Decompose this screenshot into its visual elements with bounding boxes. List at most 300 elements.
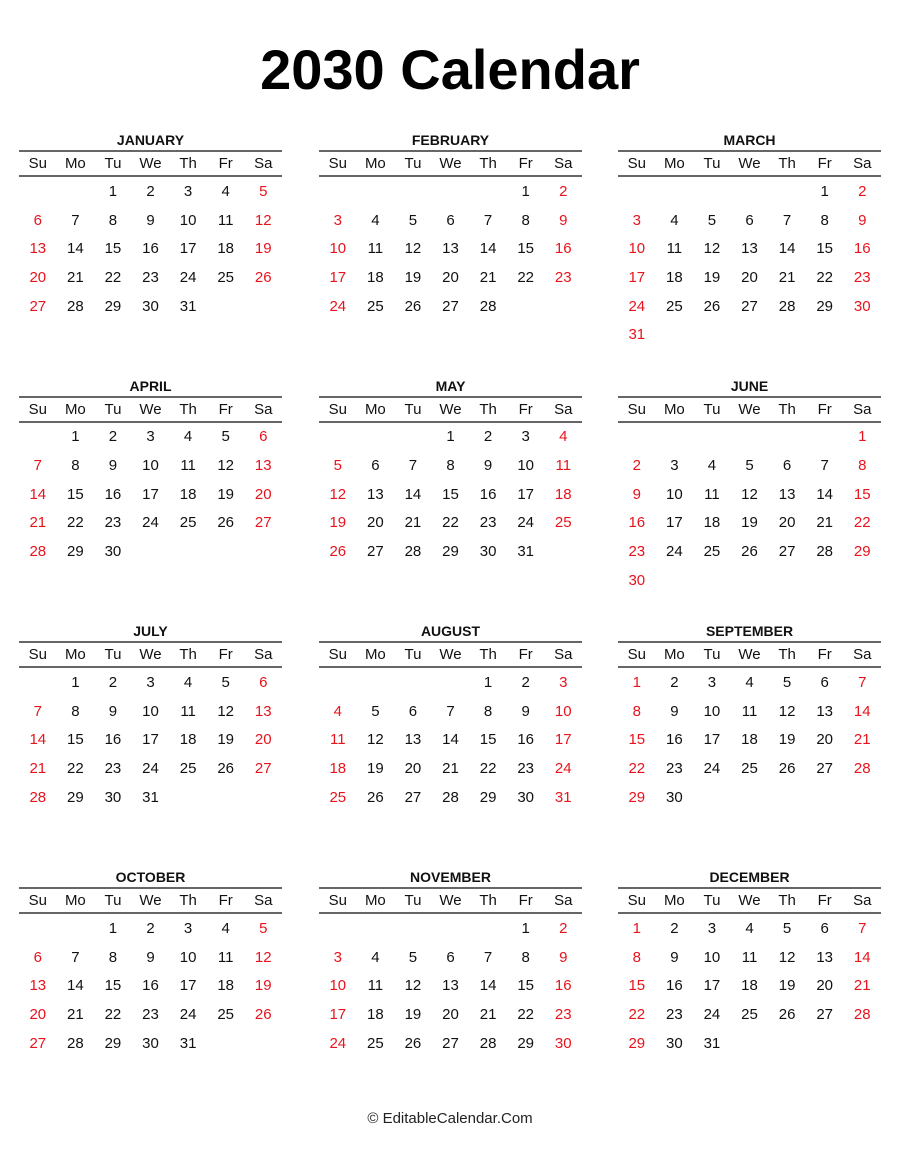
weekday-header: Th — [179, 155, 197, 172]
weekday-header-row — [19, 887, 282, 914]
day-cell: 29 — [67, 543, 84, 561]
day-cell: 1 — [71, 428, 80, 446]
day-cell: 24 — [628, 297, 646, 315]
day-cell: 4 — [670, 211, 679, 229]
weekday-header: Sa — [554, 155, 573, 172]
day-cell: 9 — [146, 948, 155, 966]
day-cell: 15 — [479, 731, 497, 749]
copyright-footer: © EditableCalendar.Com — [367, 1110, 533, 1127]
day-cell: 7 — [782, 211, 792, 229]
weekday-header: Mo — [663, 155, 685, 172]
month-name: OCTOBER — [115, 869, 186, 885]
month-name: NOVEMBER — [410, 869, 491, 885]
weekday-header: We — [139, 892, 162, 909]
day-cell: 4 — [221, 919, 230, 937]
week-row — [19, 234, 282, 263]
week-row — [618, 697, 881, 726]
week-row — [19, 1057, 282, 1086]
day-cell: 16 — [554, 977, 572, 995]
day-cell: 2 — [670, 673, 679, 691]
day-cell: 4 — [183, 673, 193, 691]
day-cell: 16 — [142, 977, 159, 995]
week-row — [19, 537, 282, 566]
week-row — [19, 263, 282, 292]
weekday-header-row — [319, 150, 582, 177]
day-cell: 5 — [333, 457, 342, 475]
week-row — [19, 292, 282, 321]
weekday-header: Fr — [218, 155, 233, 172]
day-cell: 21 — [29, 514, 47, 532]
day-cell: 14 — [404, 485, 422, 503]
weekday-header: Mo — [64, 646, 86, 663]
day-cell: 9 — [146, 211, 155, 229]
day-cell: 2 — [108, 428, 118, 446]
day-cell: 31 — [517, 543, 535, 561]
day-cell: 22 — [853, 514, 871, 532]
day-cell: 4 — [371, 211, 380, 229]
day-cell: 23 — [104, 759, 122, 777]
weekday-header: Sa — [254, 155, 273, 172]
day-cell: 2 — [670, 919, 679, 937]
day-cell: 7 — [483, 948, 493, 966]
day-cell: 16 — [104, 485, 122, 503]
day-cell: 26 — [404, 1034, 422, 1052]
day-cell: 25 — [217, 1005, 235, 1023]
day-cell: 20 — [816, 977, 834, 995]
day-cell: 11 — [555, 457, 572, 475]
week-row — [19, 971, 282, 1000]
day-cell: 7 — [446, 702, 455, 720]
day-cell: 1 — [632, 673, 641, 691]
day-cell: 8 — [521, 211, 530, 229]
day-cell: 29 — [67, 788, 84, 806]
day-cell: 27 — [816, 1005, 834, 1023]
day-cell: 25 — [329, 788, 347, 806]
day-cell: 10 — [179, 211, 197, 229]
day-cell: 26 — [254, 1005, 272, 1023]
day-cell: 22 — [442, 514, 459, 532]
day-cell: 1 — [632, 919, 641, 937]
day-cell: 27 — [29, 297, 47, 315]
day-cell: 8 — [858, 457, 867, 475]
day-cell: 28 — [479, 297, 497, 315]
day-cell: 15 — [628, 731, 646, 749]
month-name: JANUARY — [116, 132, 185, 148]
day-cell: 7 — [408, 457, 418, 475]
day-cell: 19 — [254, 977, 272, 995]
day-cell: 2 — [146, 919, 155, 937]
day-cell: 10 — [179, 948, 197, 966]
week-row — [319, 509, 582, 538]
week-row — [319, 234, 582, 263]
weekday-header: Th — [479, 892, 497, 909]
weekday-header: Fr — [218, 400, 233, 418]
day-cell: 14 — [479, 977, 497, 995]
day-cell: 1 — [858, 428, 867, 446]
weekday-header: Su — [28, 400, 47, 418]
day-cell: 6 — [446, 211, 455, 229]
weekday-header: Mo — [364, 646, 386, 663]
day-cell: 11 — [180, 457, 196, 475]
week-row — [319, 754, 582, 783]
weekday-header: Fr — [518, 400, 533, 418]
weekday-header: Mo — [364, 155, 386, 172]
day-cell: 15 — [67, 731, 84, 749]
weekday-header: Su — [627, 892, 646, 909]
day-cell: 9 — [632, 485, 641, 503]
month-name: JUNE — [730, 377, 769, 394]
weekday-header: Mo — [64, 400, 86, 418]
day-cell: 10 — [666, 485, 683, 503]
day-cell: 8 — [632, 702, 641, 720]
day-cell: 23 — [666, 759, 683, 777]
day-cell: 2 — [559, 919, 568, 937]
week-row — [618, 206, 881, 235]
day-cell: 6 — [820, 673, 829, 691]
week-row — [618, 480, 881, 509]
day-cell: 3 — [632, 211, 641, 229]
day-cell: 29 — [479, 788, 497, 806]
day-cell: 17 — [703, 731, 721, 749]
day-cell: 1 — [108, 182, 118, 200]
day-cell: 6 — [33, 211, 42, 229]
day-cell: 24 — [554, 759, 572, 777]
day-cell: 3 — [559, 673, 568, 691]
day-cell: 27 — [442, 1034, 459, 1052]
day-cell: 16 — [142, 240, 159, 258]
week-row — [618, 320, 881, 349]
day-cell: 16 — [104, 731, 122, 749]
day-cell: 12 — [217, 457, 235, 475]
day-cell: 11 — [704, 485, 720, 503]
day-cell: 28 — [816, 543, 834, 561]
day-cell: 1 — [521, 919, 530, 937]
day-cell: 18 — [217, 240, 235, 258]
day-cell: 30 — [666, 788, 683, 806]
day-cell: 8 — [521, 948, 530, 966]
day-cell: 30 — [142, 297, 159, 315]
weekday-header: Sa — [254, 892, 273, 909]
weekday-header: Su — [627, 155, 646, 172]
day-cell: 8 — [446, 457, 455, 475]
day-cell: 10 — [703, 948, 721, 966]
day-cell: 12 — [329, 485, 347, 503]
day-cell: 5 — [259, 919, 268, 937]
week-row — [618, 943, 881, 972]
day-cell: 23 — [666, 1005, 683, 1023]
week-row — [19, 943, 282, 972]
day-cell: 1 — [483, 673, 493, 691]
day-cell: 23 — [142, 1005, 159, 1023]
day-cell: 8 — [71, 457, 80, 475]
month-august — [319, 621, 582, 840]
day-cell: 7 — [858, 673, 867, 691]
day-cell: 22 — [104, 1005, 122, 1023]
weekday-header: We — [738, 646, 761, 663]
day-cell: 18 — [703, 514, 721, 532]
week-row — [319, 1000, 582, 1029]
week-row — [618, 1000, 881, 1029]
day-grid — [618, 668, 881, 840]
week-row — [618, 537, 881, 566]
weekday-header: Sa — [554, 646, 573, 663]
day-cell: 21 — [67, 268, 84, 286]
day-cell: 27 — [778, 543, 796, 561]
day-cell: 16 — [853, 240, 871, 258]
day-cell: 30 — [666, 1034, 683, 1052]
week-row — [618, 914, 881, 943]
day-cell: 2 — [483, 428, 493, 446]
day-cell: 19 — [404, 1005, 422, 1023]
day-cell: 27 — [254, 514, 272, 532]
weekday-header-row — [319, 396, 582, 423]
day-cell: 24 — [666, 543, 683, 561]
day-cell: 7 — [33, 702, 42, 720]
day-cell: 17 — [666, 514, 683, 532]
day-cell: 18 — [179, 485, 197, 503]
day-cell: 18 — [217, 977, 235, 995]
week-row — [319, 480, 582, 509]
month-name: FEBRUARY — [411, 132, 490, 148]
day-cell: 23 — [517, 759, 535, 777]
day-cell: 15 — [816, 240, 834, 258]
day-cell: 24 — [703, 759, 721, 777]
week-row — [19, 423, 282, 452]
day-cell: 12 — [778, 702, 796, 720]
day-cell: 2 — [559, 182, 568, 200]
week-row — [319, 320, 582, 349]
day-cell: 22 — [628, 759, 646, 777]
day-cell: 12 — [217, 702, 235, 720]
weekday-header: Fr — [518, 646, 533, 663]
day-cell: 21 — [778, 268, 796, 286]
day-cell: 5 — [782, 919, 792, 937]
day-cell: 30 — [104, 543, 122, 561]
day-cell: 8 — [108, 948, 118, 966]
week-row — [19, 668, 282, 697]
day-cell: 10 — [554, 702, 572, 720]
day-cell: 23 — [104, 514, 122, 532]
day-cell: 7 — [71, 211, 80, 229]
weekday-header: Fr — [218, 892, 233, 909]
day-cell: 16 — [666, 977, 683, 995]
day-cell: 24 — [179, 1005, 197, 1023]
day-cell: 25 — [179, 759, 197, 777]
week-row — [319, 451, 582, 480]
weekday-header: Th — [479, 155, 497, 172]
day-cell: 24 — [142, 514, 159, 532]
day-cell: 31 — [554, 788, 572, 806]
month-name: AUGUST — [420, 623, 481, 639]
day-cell: 20 — [29, 1005, 47, 1023]
week-row — [19, 914, 282, 943]
day-cell: 6 — [33, 948, 42, 966]
day-cell: 16 — [628, 514, 646, 532]
day-cell: 17 — [179, 977, 197, 995]
day-cell: 14 — [67, 240, 84, 258]
day-cell: 19 — [217, 731, 235, 749]
day-cell: 7 — [858, 919, 867, 937]
day-cell: 24 — [142, 759, 159, 777]
day-cell: 16 — [666, 731, 683, 749]
weekday-header: Mo — [364, 400, 386, 418]
day-cell: 26 — [367, 788, 384, 806]
weekday-header: Sa — [554, 400, 573, 418]
day-cell: 1 — [446, 428, 455, 446]
weekday-header: Sa — [554, 892, 573, 909]
day-cell: 27 — [816, 759, 834, 777]
day-cell: 24 — [517, 514, 535, 532]
day-cell: 21 — [853, 977, 871, 995]
weekday-header: Su — [328, 892, 347, 909]
weekday-header: Tu — [703, 892, 721, 909]
day-cell: 22 — [104, 268, 122, 286]
day-cell: 13 — [741, 240, 758, 258]
day-cell: 18 — [554, 485, 572, 503]
day-cell: 4 — [707, 457, 717, 475]
day-cell: 8 — [71, 702, 80, 720]
day-cell: 15 — [104, 977, 122, 995]
week-row — [319, 811, 582, 840]
day-cell: 27 — [741, 297, 758, 315]
day-cell: 9 — [858, 211, 867, 229]
week-row — [319, 783, 582, 812]
day-cell: 25 — [217, 268, 235, 286]
weekday-header: Tu — [104, 400, 122, 418]
weekday-header: Tu — [104, 646, 122, 663]
day-cell: 26 — [329, 543, 347, 561]
day-cell: 8 — [108, 211, 118, 229]
day-cell: 12 — [404, 240, 422, 258]
weekday-header: Th — [179, 400, 197, 418]
weekday-header: We — [439, 892, 462, 909]
week-row — [319, 914, 582, 943]
day-cell: 5 — [259, 182, 268, 200]
day-cell: 8 — [632, 948, 641, 966]
day-cell: 27 — [404, 788, 422, 806]
day-cell: 22 — [628, 1005, 646, 1023]
day-cell: 25 — [703, 543, 721, 561]
day-cell: 3 — [333, 948, 342, 966]
weekday-header: Tu — [703, 400, 721, 418]
day-cell: 4 — [333, 702, 342, 720]
day-cell: 28 — [67, 297, 84, 315]
day-cell: 9 — [670, 702, 679, 720]
day-cell: 23 — [628, 543, 646, 561]
day-cell: 4 — [745, 919, 754, 937]
day-cell: 2 — [632, 457, 641, 475]
weekday-header: Fr — [518, 155, 533, 172]
day-cell: 29 — [628, 1034, 646, 1052]
day-cell: 31 — [628, 326, 646, 344]
month-july — [19, 621, 282, 840]
day-cell: 16 — [517, 731, 535, 749]
week-row — [19, 480, 282, 509]
weekday-header: Su — [328, 155, 347, 172]
day-cell: 23 — [479, 514, 497, 532]
day-cell: 9 — [521, 702, 530, 720]
week-row — [618, 1057, 881, 1086]
day-cell: 28 — [67, 1034, 84, 1052]
day-cell: 3 — [670, 457, 679, 475]
week-row — [19, 320, 282, 349]
week-row — [618, 234, 881, 263]
day-cell: 3 — [521, 428, 530, 446]
weekday-header: Mo — [64, 155, 86, 172]
weekday-header: Sa — [853, 155, 872, 172]
day-cell: 29 — [628, 788, 646, 806]
day-cell: 16 — [554, 240, 572, 258]
weekday-header: We — [139, 400, 162, 418]
day-cell: 12 — [254, 211, 272, 229]
weekday-header-row — [319, 641, 582, 668]
weekday-header-row — [618, 887, 881, 914]
day-cell: 29 — [517, 1034, 535, 1052]
day-cell: 31 — [142, 788, 159, 806]
day-cell: 13 — [254, 702, 272, 720]
day-cell: 4 — [371, 948, 380, 966]
day-cell: 6 — [408, 702, 418, 720]
weekday-header-row — [19, 396, 282, 423]
day-cell: 18 — [741, 977, 758, 995]
day-cell: 13 — [29, 240, 47, 258]
weekday-header: Tu — [104, 892, 122, 909]
day-cell: 5 — [745, 457, 754, 475]
day-cell: 21 — [67, 1005, 84, 1023]
day-cell: 21 — [29, 759, 47, 777]
day-cell: 25 — [666, 297, 683, 315]
day-cell: 31 — [703, 1034, 721, 1052]
day-cell: 15 — [853, 485, 871, 503]
page-title: 2030 Calendar — [260, 38, 640, 101]
weekday-header-row — [618, 641, 881, 668]
day-cell: 29 — [816, 297, 834, 315]
day-cell: 22 — [67, 514, 84, 532]
week-row — [319, 943, 582, 972]
day-cell: 8 — [820, 211, 829, 229]
day-cell: 26 — [741, 543, 758, 561]
day-cell: 22 — [67, 759, 84, 777]
day-cell: 14 — [853, 948, 871, 966]
day-cell: 10 — [628, 240, 646, 258]
day-cell: 20 — [254, 731, 272, 749]
weekday-header: Mo — [663, 400, 685, 418]
day-cell: 30 — [628, 571, 646, 589]
day-cell: 6 — [259, 673, 268, 691]
weekday-header: Tu — [404, 400, 422, 418]
day-cell: 17 — [517, 485, 535, 503]
day-cell: 25 — [554, 514, 572, 532]
day-cell: 14 — [816, 485, 834, 503]
day-cell: 14 — [67, 977, 84, 995]
week-row — [618, 451, 881, 480]
weekday-header: Su — [328, 400, 347, 418]
day-cell: 20 — [254, 485, 272, 503]
day-cell: 10 — [329, 240, 347, 258]
week-row — [19, 566, 282, 595]
day-cell: 10 — [703, 702, 721, 720]
day-cell: 5 — [408, 948, 418, 966]
day-cell: 20 — [816, 731, 834, 749]
weekday-header-row — [19, 641, 282, 668]
weekday-header: Su — [28, 892, 47, 909]
day-cell: 5 — [221, 428, 230, 446]
week-row — [319, 263, 582, 292]
weekday-header-row — [19, 150, 282, 177]
day-cell: 19 — [217, 485, 235, 503]
week-row — [618, 783, 881, 812]
day-cell: 9 — [483, 457, 493, 475]
